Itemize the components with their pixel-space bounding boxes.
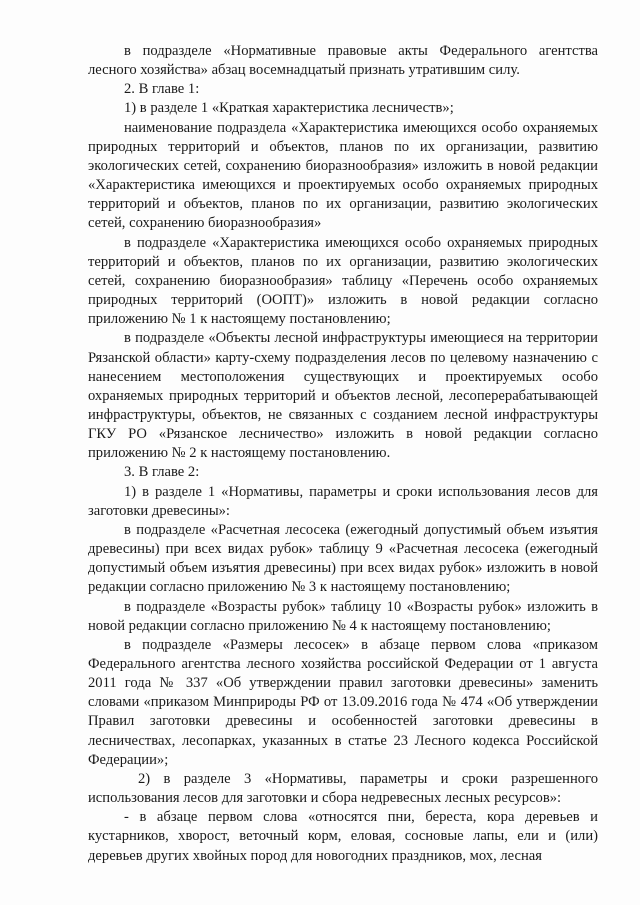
paragraph-10: в подразделе «Возрасты рубок» таблицу 10 «Возрасты рубок» изложить в новой редакции согласно приложению № 4 к настоящему постановлению; [88,598,598,634]
paragraph-12: 2) в разделе 3 «Нормативы, параметры и сроки разрешенного использования лесов для заготовки и сбора недревесных лесных ресурсов»: [88,770,598,807]
paragraph-2: 2. В главе 1: [124,81,200,98]
paragraph-11: в подразделе «Размеры лесосек» в абзаце первом слова «приказом Федерального агентства лесного хозяйства российской Федерации от 1 августа 2011 года № 337 «Об утверждении правил заготовки древесины» заменить словами «приказом Минприроды РФ от 13.09.2016 года № 474 «Об утверждении Правил заготовки древесины и особенностей заготовки древесины в лесничествах, лесопарках, указанных в статье 23 Лесного кодекса Российской Федерации»; [88,636,598,768]
paragraph-7: 3. В главе 2: [124,464,200,481]
paragraph-1: в подразделе «Нормативные правовые акты Федерального агентства лесного хозяйства» абзац восемнадцатый признать утратившим силу. [88,43,598,79]
paragraph-13: - в абзаце первом слова «относятся пни, береста, кора деревьев и кустарников, хворост, веточный корм, еловая, сосновые лапы, ели и (или) деревьев других хвойных пород для новогодних праздников, мох, лесная [88,809,598,864]
paragraph-3: 1) в разделе 1 «Краткая характеристика лесничеств»; [124,100,454,117]
paragraph-5: в подразделе «Характеристика имеющихся особо охраняемых природных территорий и объектов, планов по их организации, развитию экологических сетей, сохранению биоразнообразия» таблицу «Перечень особо охраняемых природных территорий (ООПТ)» изложить в новой редакции согласно приложению № 1 к настоящему постановлению; [88,234,598,328]
paragraph-6: в подразделе «Объекты лесной инфраструктуры имеющиеся на территории Рязанской области» карту-схему подразделения лесов по целевому назначению с нанесением местоположения существующих и проектируемых особо охраняемых природных территорий и объектов лесной, лесоперерабатывающей инфраструктуры, объектов, не связанных с созданием лесной инфраструктуры ГКУ РО «Рязанское лесничество» изложить в новой редакции согласно приложению № 2 к настоящему постановлению. [88,330,598,462]
paragraph-8: 1) в разделе 1 «Нормативы, параметры и сроки использования лесов для заготовки древесины»: [88,483,598,519]
paragraph-4: наименование подраздела «Характеристика имеющихся особо охраняемых природных территорий и объектов, планов по их организации, развитию экологических сетей, сохранению биоразнообразия» изложить в новой редакции «Характеристика имеющихся и проектируемых особо охраняемых природных территорий и объектов, планов по их организации, развитию экологических сетей, сохранению биоразнообразия» [88,119,598,232]
paragraph-9: в подразделе «Расчетная лесосека (ежегодный допустимый объем изъятия древесины) при всех видах рубок» таблицу 9 «Расчетная лесосека (ежегодный допустимый объем изъятия древесины) при всех видах рубок» изложить в новой редакции согласно приложению № 3 к настоящему постановлению; [88,521,598,596]
